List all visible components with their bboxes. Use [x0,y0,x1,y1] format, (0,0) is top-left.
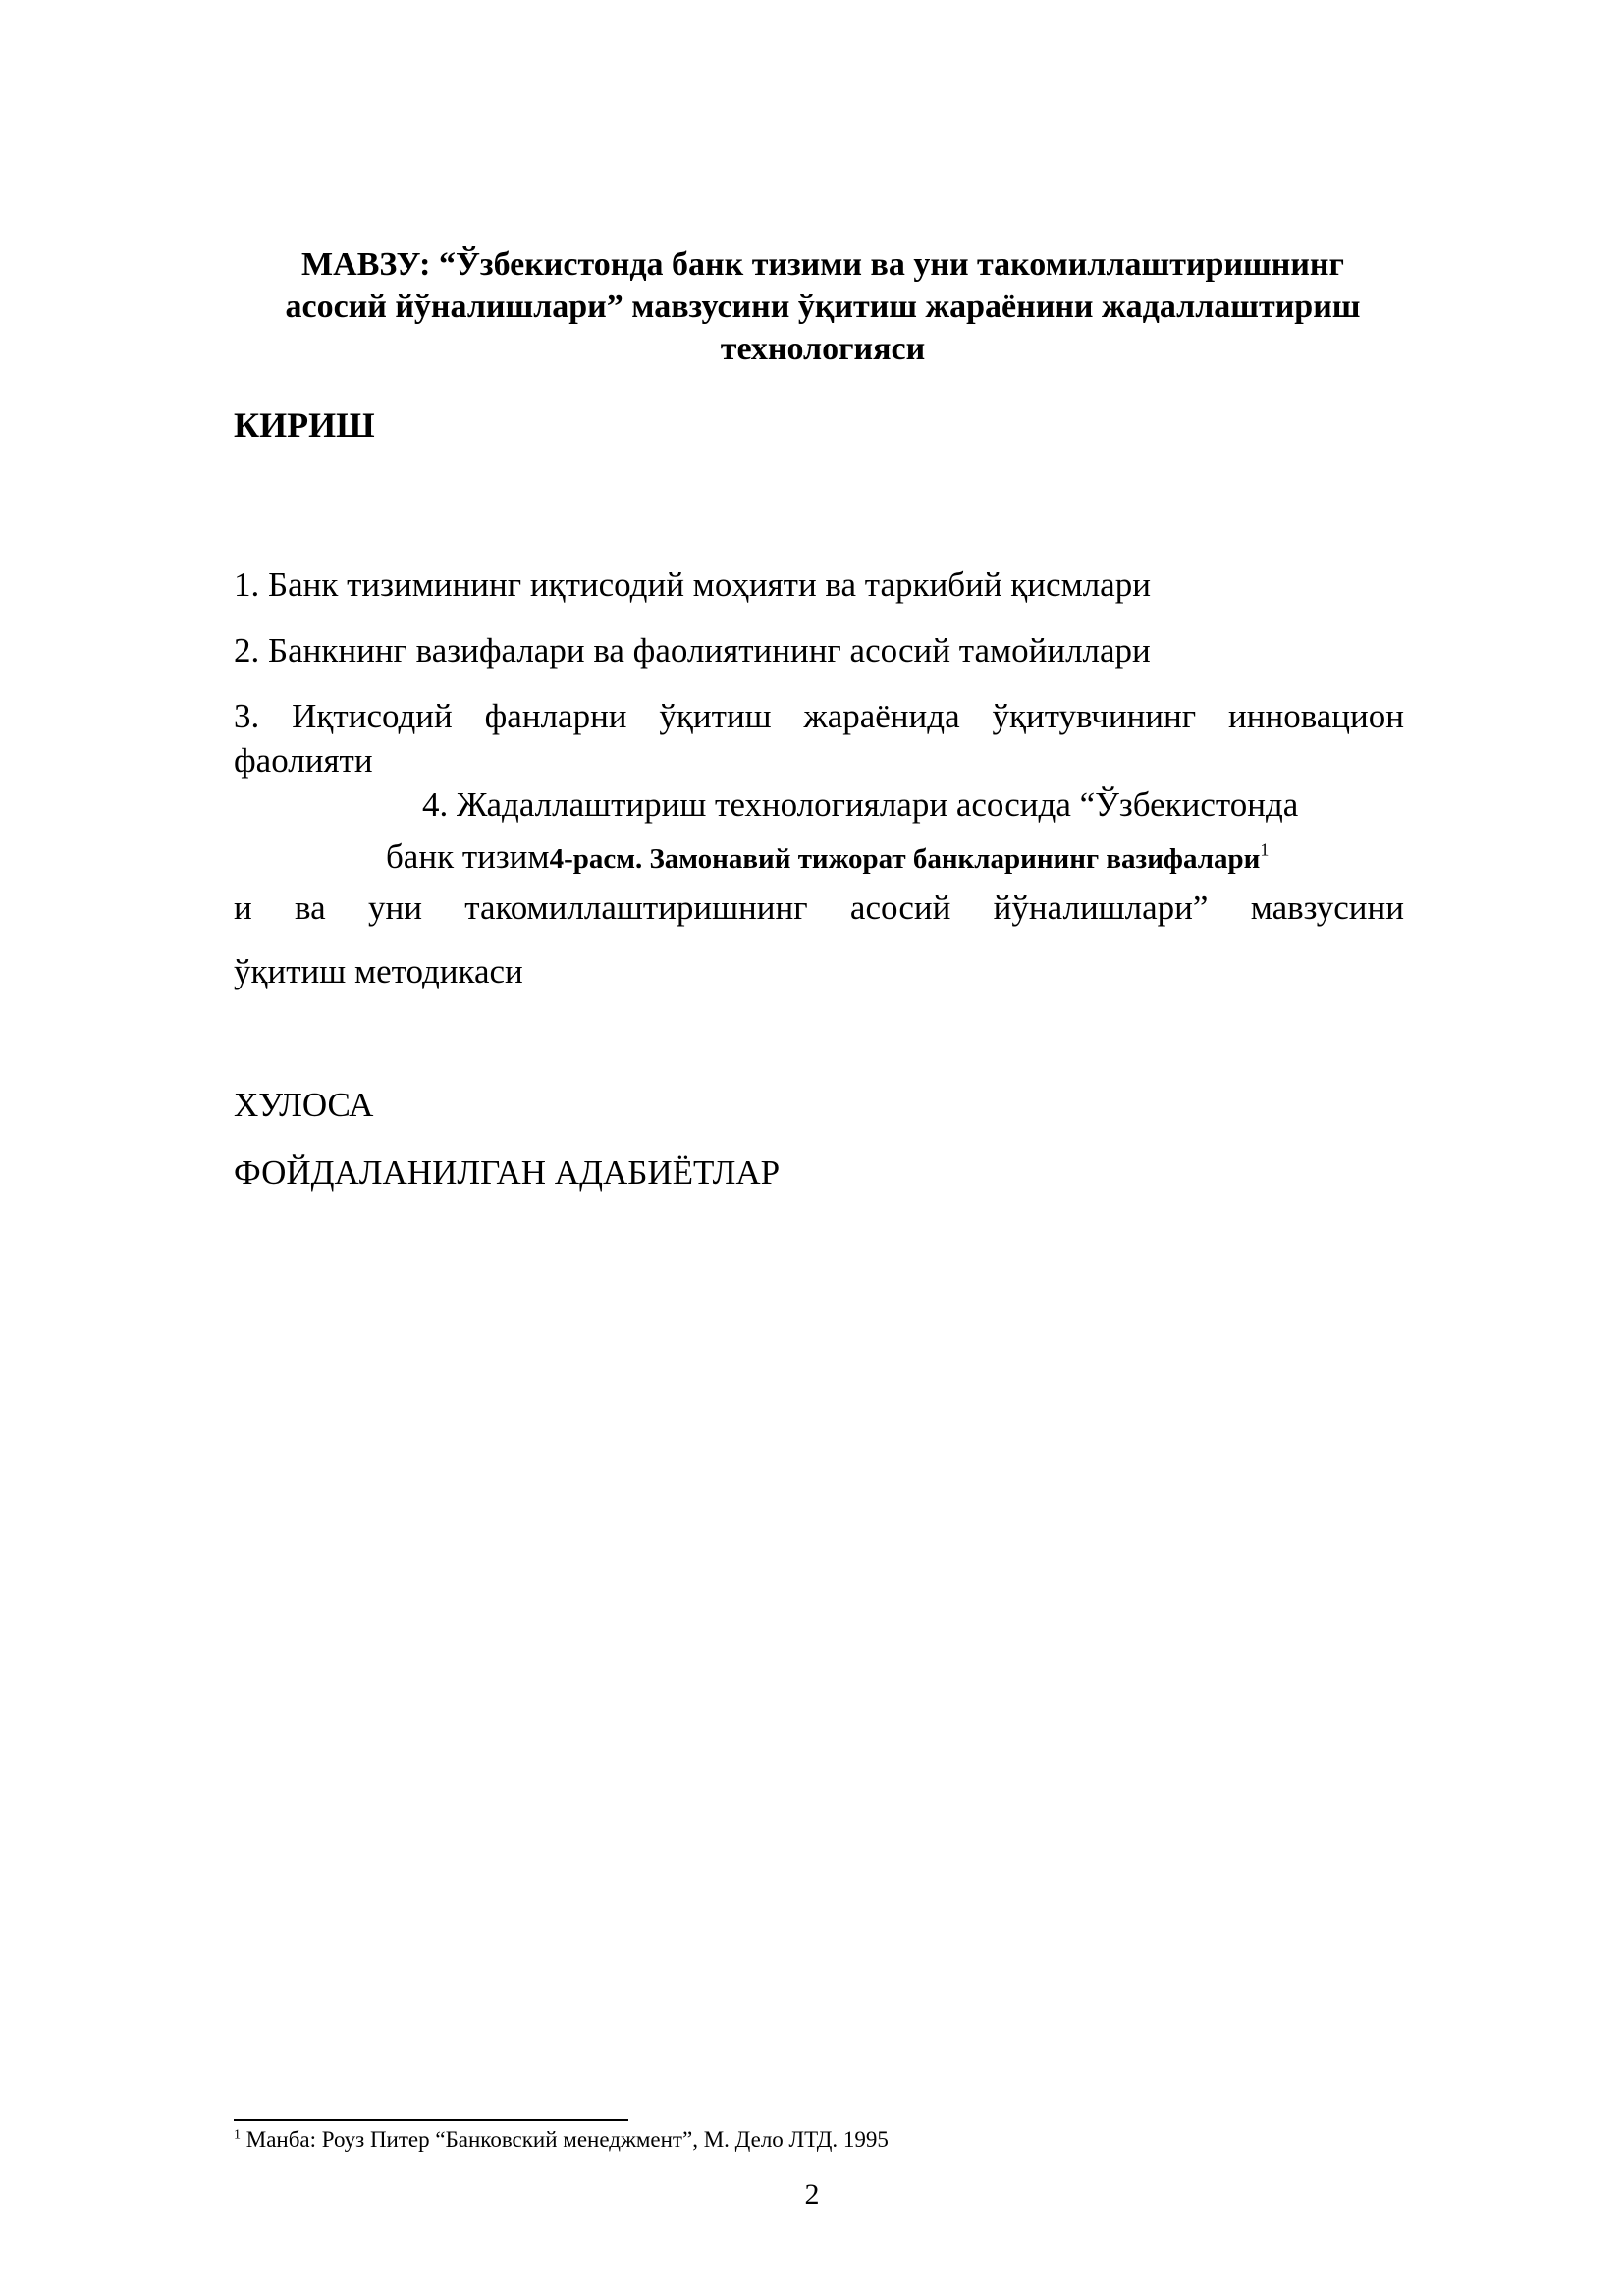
toc-item-4-line-2 [386,834,1269,881]
toc-item-3: 3. Иқтисодий фанларни ўқитиш жараёнида ўқитувчининг инновацион [234,697,1404,735]
toc-item-4-prefix: банк тизим [386,837,550,876]
footnote-text: Манба: Роуз Питер “Банковский менеджмент”, М. Дело ЛТД. 1995 [241,2127,889,2152]
footnote-marker: 1 [234,2127,241,2143]
toc-item-2: 2. Банкнинг вазифалари ва фаолиятининг асосий тамойиллари [234,631,1151,669]
conclusion-heading: ХУЛОСА [234,1086,374,1124]
toc-item-1: 1. Банк тизимининг иқтисодий моҳияти ва таркибий қисмлари [234,565,1151,604]
title-line-2: асосий йўналишлари” мавзусини ўқитиш жараёнини жадаллаштириш [285,289,1361,325]
footnote-separator [234,2119,628,2121]
title-line-3: технологияси [720,331,926,367]
title-line-1: МАВЗУ: “Ўзбекистонда банк тизими ва уни такомиллаштиришнинг [301,246,1344,283]
document-title [234,243,1412,370]
footnote-reference: 1 [1260,839,1270,860]
intro-heading: КИРИШ [234,405,375,445]
figure-caption: 4-расм. Замонавий тижорат банкларининг вазифалари [549,843,1261,875]
page-number: 2 [804,2178,820,2211]
toc-item-4-line-3: и ва уни такомиллаштиришнинг асосий йўналишлари” мавзусини [234,888,1404,927]
toc-item-3-continuation: фаолияти [234,741,373,779]
references-heading: ФОЙДАЛАНИЛГАН АДАБИЁТЛАР [234,1153,781,1192]
footnote [234,2127,889,2153]
toc-item-4-line-1: 4. Жадаллаштириш технологиялари асосида “Ўзбекистонда [422,785,1299,824]
toc-item-4-line-4: ўқитиш методикаси [234,952,523,990]
